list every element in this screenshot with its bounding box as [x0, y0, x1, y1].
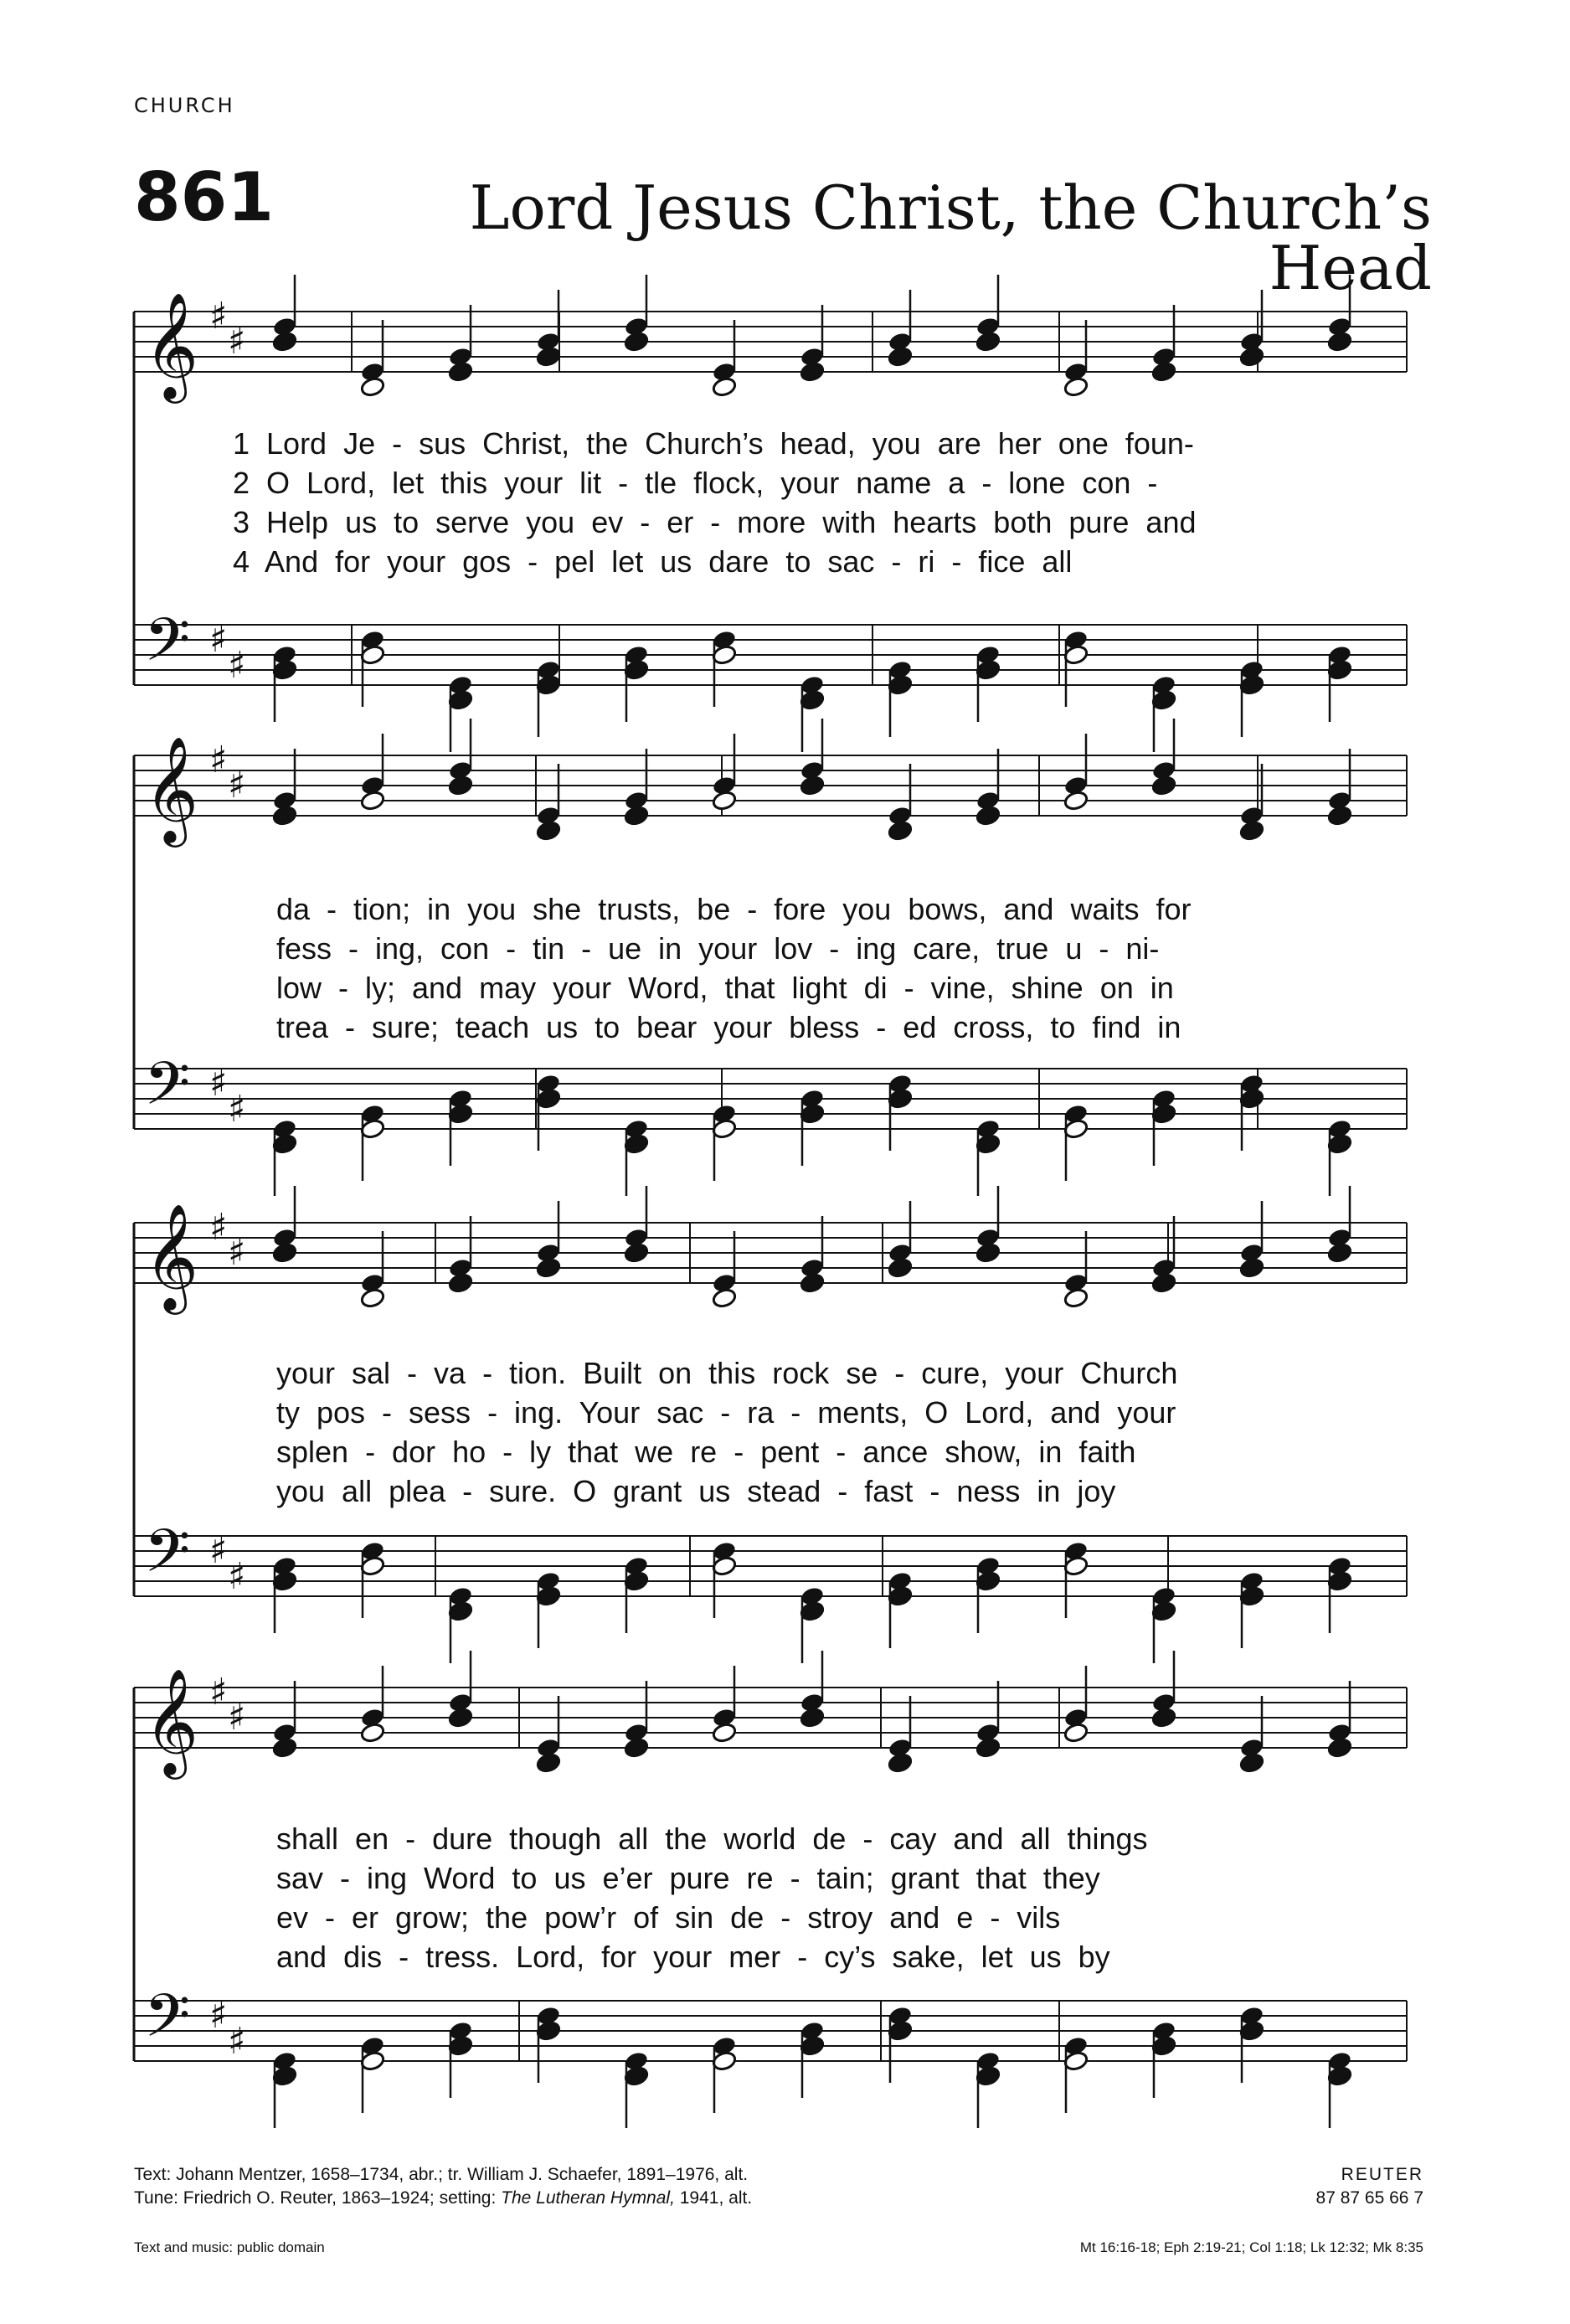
note-head	[272, 2065, 298, 2087]
note-head	[448, 689, 474, 711]
tune-credit	[134, 2187, 1055, 2210]
sharp-icon: ♯	[228, 1231, 246, 1274]
lyric-line: ty pos - sess - ing. Your sac - ra - ments, O Lord, and your	[276, 1395, 1176, 1430]
note-head	[272, 1133, 298, 1155]
sharp-icon: ♯	[228, 2020, 246, 2063]
treble-clef-icon: 𝄞	[144, 291, 199, 399]
note-head	[360, 1118, 386, 1140]
lyric-line: low - ly; and may your Word, that light di - vine, shine on in	[276, 971, 1174, 1005]
lyric-line: you all plea - sure. O grant us stead - fast - ness in joy	[276, 1474, 1116, 1508]
note-head	[712, 790, 738, 812]
note-head	[536, 346, 562, 368]
note-head	[888, 1088, 914, 1110]
note-head	[712, 376, 738, 398]
note-head	[272, 805, 298, 827]
bass-clef-icon: 𝄢	[144, 1517, 191, 1600]
note-head	[624, 659, 650, 681]
sharp-icon: ♯	[228, 320, 246, 363]
lyric-line: 2 O Lord, let this your lit - tle flock, your name a - lone con -	[233, 466, 1158, 500]
note-head	[624, 805, 650, 827]
note-head	[448, 1707, 474, 1729]
sharp-icon: ♯	[209, 295, 228, 338]
note-head	[1063, 1118, 1089, 1140]
note-head	[888, 2020, 914, 2042]
note-head	[536, 1585, 562, 1607]
note-head	[1327, 1242, 1353, 1264]
note-head	[975, 1570, 1001, 1592]
note-head	[1151, 361, 1177, 383]
note-head	[1327, 659, 1353, 681]
lyric-line: 1 Lord Je - sus Christ, the Church’s head, you are her one foun-	[233, 426, 1194, 461]
sharp-icon: ♯	[209, 739, 228, 781]
treble-clef-icon: 𝄞	[144, 735, 199, 843]
lyric-line: trea - sure; teach us to bear your bless - ed cross, to find in	[276, 1010, 1181, 1044]
note-head	[1239, 674, 1265, 696]
note-head	[1151, 1707, 1177, 1729]
note-head	[1239, 1752, 1265, 1774]
footer-tune-info	[1097, 2163, 1423, 2211]
note-head	[975, 659, 1001, 681]
note-head	[1239, 2020, 1265, 2042]
lyric-line: da - tion; in you she trusts, be - fore you bows, and waits for	[276, 892, 1192, 926]
note-head	[1239, 346, 1265, 368]
note-head	[536, 820, 562, 842]
sharp-icon: ♯	[228, 644, 246, 687]
meter: 87 87 65 66 7	[1315, 2188, 1423, 2208]
note-head	[1063, 790, 1089, 812]
note-head	[1063, 2050, 1089, 2072]
lyric-line: shall en - dure though all the world de - cay and all things	[276, 1822, 1148, 1856]
note-head	[360, 1287, 386, 1309]
bass-clef-icon: 𝄢	[144, 605, 191, 689]
sharp-icon: ♯	[209, 1062, 228, 1105]
text-credit: Text: Johann Mentzer, 1658–1734, abr.; tr. William J. Schaefer, 1891–1976, alt.	[134, 2165, 749, 2184]
note-head	[975, 1242, 1001, 1264]
note-head	[624, 1570, 650, 1592]
note-head	[1151, 775, 1177, 796]
note-head	[800, 775, 826, 796]
note-head	[1239, 1257, 1265, 1279]
note-head	[1151, 1600, 1177, 1622]
note-head	[712, 644, 738, 666]
tune-credit-prefix: Tune: Friedrich O. Reuter, 1863–1924; setting:	[134, 2188, 502, 2208]
note-head	[360, 1555, 386, 1577]
sharp-icon: ♯	[209, 1206, 228, 1249]
note-head	[888, 674, 914, 696]
note-head	[448, 1272, 474, 1294]
tune-name: REUTER	[1341, 2165, 1423, 2184]
note-head	[272, 659, 298, 681]
lyric-line: and dis - tress. Lord, for your mer - cy’s sake, let us by	[276, 1940, 1110, 1974]
sharp-icon: ♯	[209, 1671, 228, 1713]
note-head	[536, 1752, 562, 1774]
note-head	[360, 644, 386, 666]
bass-clef-icon: 𝄢	[144, 1049, 191, 1133]
note-head	[712, 1722, 738, 1744]
note-head	[975, 805, 1001, 827]
note-head	[800, 689, 826, 711]
copyright: Text and music: public domain	[134, 2239, 325, 2255]
note-head	[1327, 2065, 1353, 2087]
note-head	[1239, 820, 1265, 842]
note-head	[1327, 1570, 1353, 1592]
note-head	[800, 2035, 826, 2057]
note-head	[536, 1257, 562, 1279]
note-head	[712, 1555, 738, 1577]
note-head	[448, 775, 474, 796]
note-head	[624, 1133, 650, 1155]
lyric-line: fess - ing, con - tin - ue in your lov - ing care, true u - ni-	[276, 931, 1160, 966]
note-head	[712, 1118, 738, 1140]
note-head	[888, 1585, 914, 1607]
note-head	[448, 2035, 474, 2057]
note-head	[800, 1707, 826, 1729]
note-head	[1063, 1722, 1089, 1744]
note-head	[272, 1242, 298, 1264]
note-head	[1063, 644, 1089, 666]
note-head	[888, 346, 914, 368]
sharp-icon: ♯	[209, 1994, 228, 2037]
note-head	[888, 820, 914, 842]
lyric-line: ev - er grow; the pow’r of sin de - stroy and e - vils	[276, 1900, 1061, 1935]
scripture-references: Mt 16:16-18; Eph 2:19-21; Col 1:18; Lk 12:32; Mk 8:35	[1079, 2239, 1423, 2255]
note-head	[1327, 805, 1353, 827]
tune-credit-italic: The Lutheran Hymnal,	[501, 2188, 675, 2208]
note-head	[888, 1257, 914, 1279]
section-label: CHURCH	[134, 94, 235, 117]
note-head	[1327, 331, 1353, 353]
treble-clef-icon: 𝄞	[144, 1203, 199, 1310]
tune-credit-suffix: 1941, alt.	[674, 2188, 753, 2208]
note-head	[360, 790, 386, 812]
lyric-line: your sal - va - tion. Built on this rock se - cure, your Church	[276, 1356, 1178, 1390]
note-head	[1151, 1272, 1177, 1294]
note-head	[624, 1737, 650, 1759]
sharp-icon: ♯	[209, 1529, 228, 1572]
sharp-icon: ♯	[209, 618, 228, 661]
note-head	[1151, 689, 1177, 711]
sharp-icon: ♯	[228, 1696, 246, 1739]
note-head	[272, 1737, 298, 1759]
note-head	[624, 2065, 650, 2087]
note-head	[800, 1103, 826, 1125]
note-head	[975, 1737, 1001, 1759]
sharp-icon: ♯	[228, 764, 246, 806]
note-head	[448, 1103, 474, 1125]
note-head	[1151, 2035, 1177, 2057]
note-head	[1063, 1555, 1089, 1577]
note-head	[536, 1088, 562, 1110]
note-head	[272, 331, 298, 353]
sharp-icon: ♯	[228, 1555, 246, 1598]
note-head	[975, 331, 1001, 353]
hymn-title: Lord Jesus Christ, the Church’s Head	[469, 173, 1432, 303]
note-head	[360, 376, 386, 398]
note-head	[800, 1272, 826, 1294]
note-head	[360, 1722, 386, 1744]
note-head	[712, 1287, 738, 1309]
lyric-line: 3 Help us to serve you ev - er - more with hearts both pure and	[233, 505, 1197, 539]
note-head	[272, 1570, 298, 1592]
lyric-line: sav - ing Word to us e’er pure re - tain; grant that they	[276, 1861, 1100, 1895]
note-head	[712, 2050, 738, 2072]
note-head	[1239, 1585, 1265, 1607]
sharp-icon: ♯	[228, 1088, 246, 1131]
note-head	[800, 361, 826, 383]
note-head	[888, 1752, 914, 1774]
note-head	[536, 674, 562, 696]
note-head	[975, 2065, 1001, 2087]
treble-clef-icon: 𝄞	[144, 1667, 199, 1775]
note-head	[360, 2050, 386, 2072]
note-head	[624, 331, 650, 353]
note-head	[1063, 376, 1089, 398]
note-head	[975, 1133, 1001, 1155]
note-head	[1239, 1088, 1265, 1110]
lyric-line: splen - dor ho - ly that we re - pent - ance show, in faith	[276, 1435, 1136, 1469]
note-head	[1327, 1737, 1353, 1759]
note-head	[1327, 1133, 1353, 1155]
note-head	[448, 1600, 474, 1622]
note-head	[1063, 1287, 1089, 1309]
note-head	[448, 361, 474, 383]
note-head	[624, 1242, 650, 1264]
note-head	[1151, 1103, 1177, 1125]
footer-credits	[134, 2163, 1055, 2211]
note-head	[800, 1600, 826, 1622]
bass-clef-icon: 𝄢	[144, 1981, 191, 2065]
lyric-line: 4 And for your gos - pel let us dare to sac - ri - fice all	[233, 544, 1073, 579]
note-head	[536, 2020, 562, 2042]
hymn-number: 861	[134, 158, 274, 236]
